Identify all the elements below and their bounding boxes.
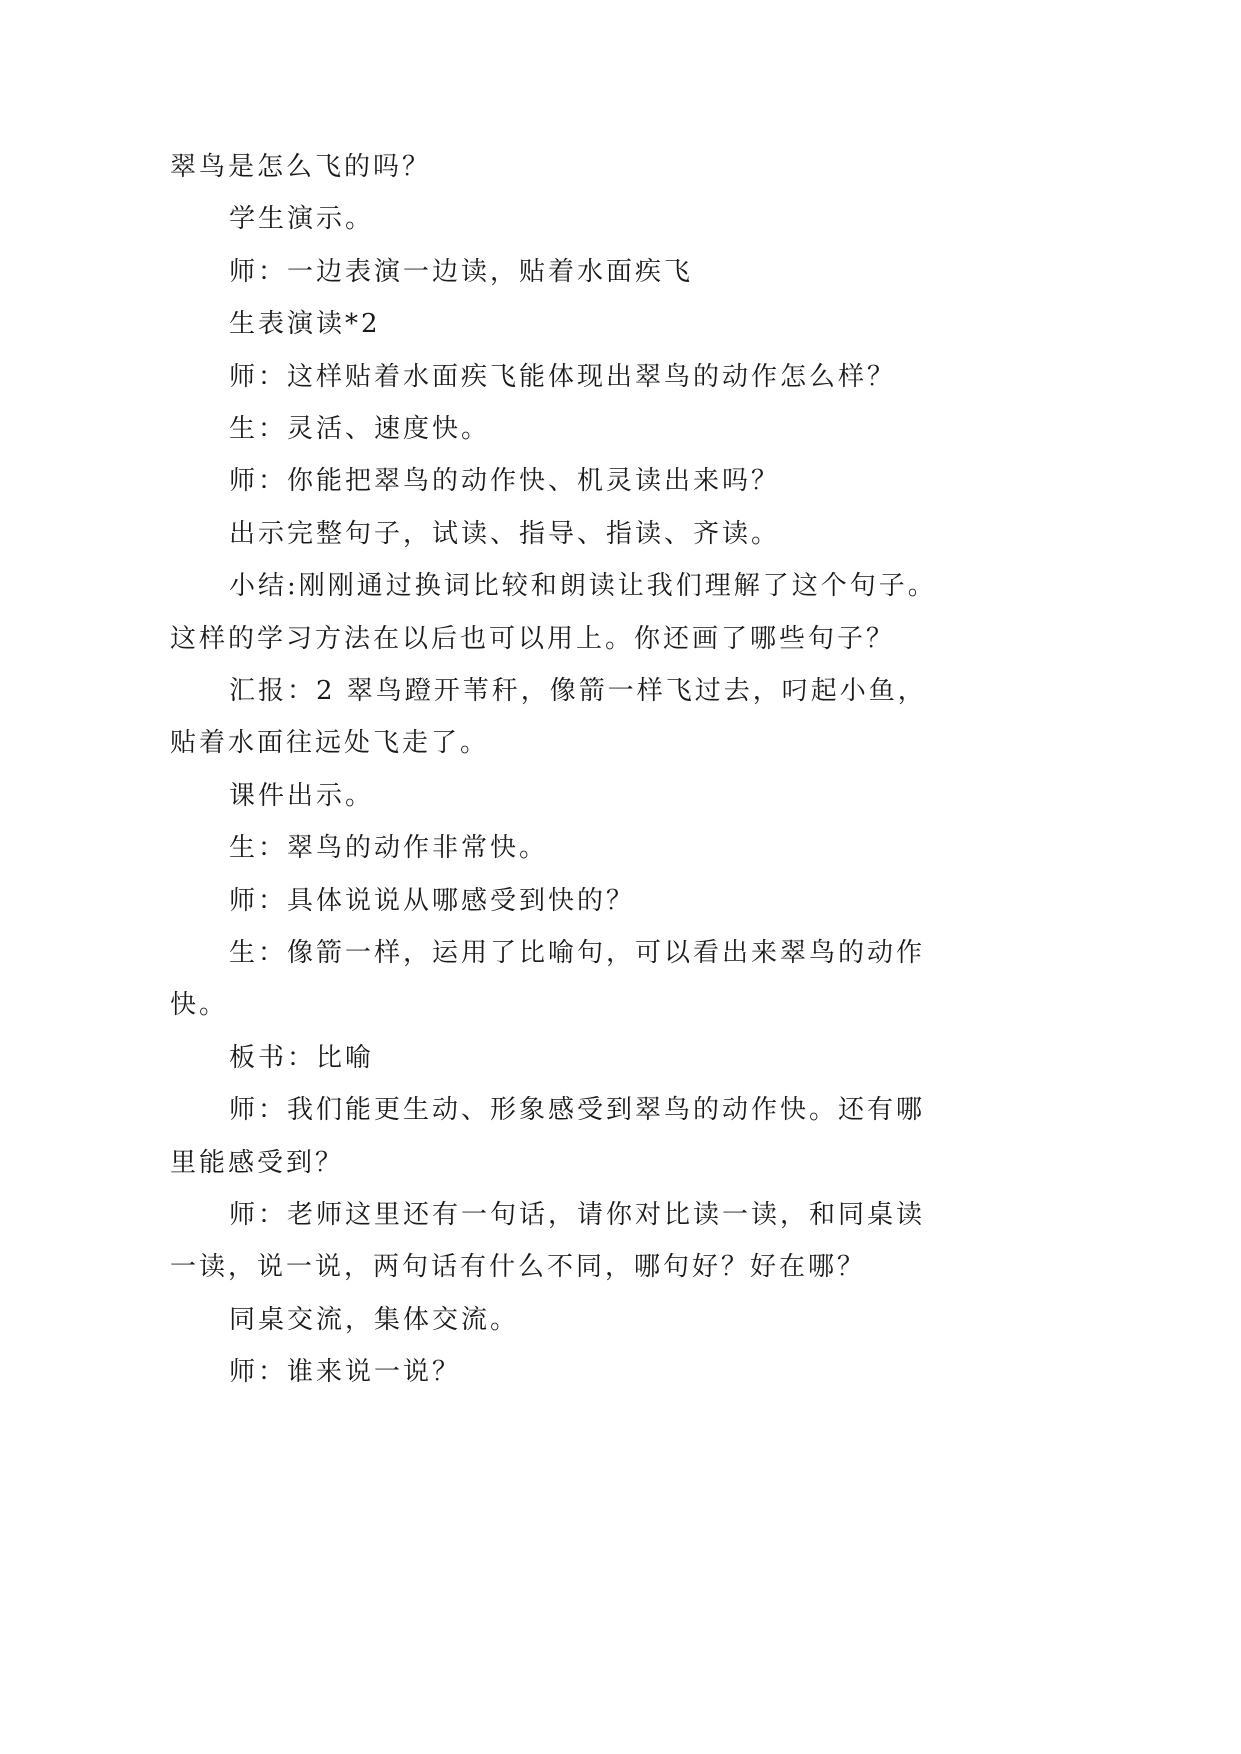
text-line: 同桌交流，集体交流。 <box>229 1305 520 1335</box>
text-line: 里能感受到？ <box>170 1148 345 1178</box>
text-line: 师：你能把翠鸟的动作快、机灵读出来吗？ <box>229 466 781 496</box>
text-line: 小结:刚刚通过换词比较和朗读让我们理解了这个句子。 <box>229 571 937 601</box>
text-line: 这样的学习方法在以后也可以用上。你还画了哪些句子？ <box>170 624 896 654</box>
text-line: 师：我们能更生动、形象感受到翠鸟的动作快。还有哪 <box>229 1095 926 1125</box>
text-line: 师：谁来说一说？ <box>229 1357 462 1387</box>
text-line: 师：一边表演一边读，贴着水面疾飞 <box>229 257 694 287</box>
text-line: 一读，说一说，两句话有什么不同，哪句好？好在哪？ <box>170 1252 867 1282</box>
text-line: 汇报：2 翠鸟蹬开苇秆，像箭一样飞过去，叼起小鱼， <box>229 676 927 706</box>
text-line: 师：这样贴着水面疾飞能体现出翠鸟的动作怎么样？ <box>229 362 897 392</box>
text-line: 课件出示。 <box>229 781 375 811</box>
text-line: 板书：比喻 <box>229 1043 375 1073</box>
text-line: 生：像箭一样，运用了比喻句，可以看出来翠鸟的动作 <box>229 938 926 968</box>
text-line: 生：灵活、速度快。 <box>229 414 491 444</box>
text-line: 学生演示。 <box>229 204 375 234</box>
text-line: 生：翠鸟的动作非常快。 <box>229 833 549 863</box>
text-line: 翠鸟是怎么飞的吗？ <box>170 152 432 182</box>
text-line: 出示完整句子，试读、指导、指读、齐读。 <box>229 519 781 549</box>
text-line: 贴着水面往远处飞走了。 <box>170 728 490 758</box>
text-line: 师：具体说说从哪感受到快的？ <box>229 886 636 916</box>
text-line: 快。 <box>170 990 229 1020</box>
text-line: 师：老师这里还有一句话，请你对比读一读，和同桌读 <box>229 1200 926 1230</box>
text-line: 生表演读*2 <box>229 309 381 339</box>
